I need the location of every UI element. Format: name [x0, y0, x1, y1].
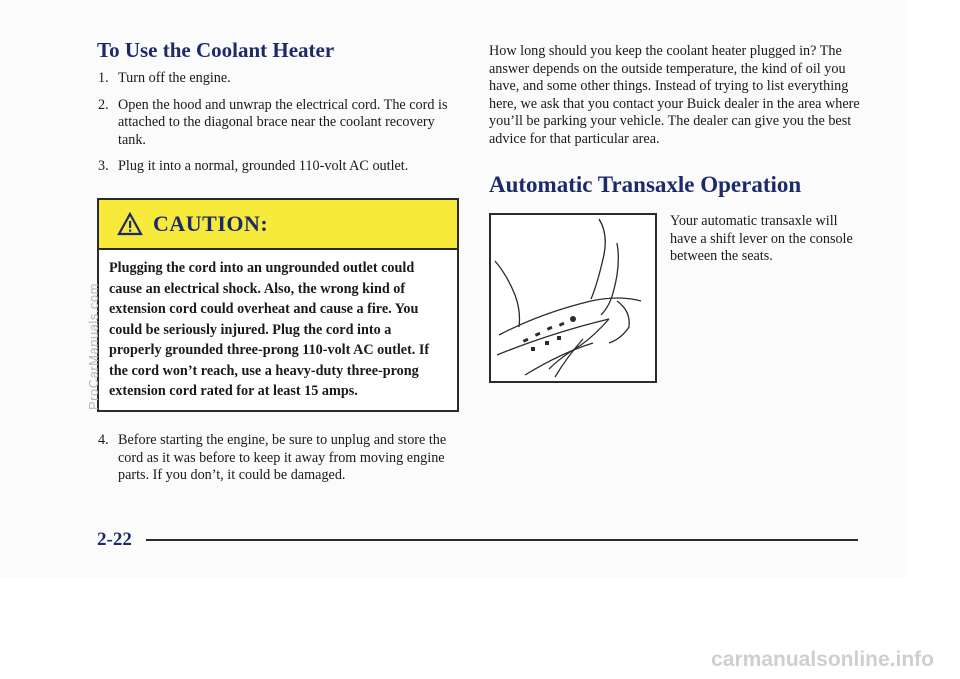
- shift-lever-illustration: [489, 213, 657, 383]
- warning-triangle-icon: [117, 212, 143, 236]
- step-1: [98, 70, 460, 88]
- footer-rule: [146, 539, 858, 541]
- coolant-steps-list: [98, 70, 460, 185]
- step-text: Open the hood and unwrap the electrical cord. The cord is attached to the diagonal brace near the coolant recovery tank.: [118, 96, 448, 148]
- step-text: Before starting the engine, be sure to unplug and store the cord as it was before to keep it away from moving engine parts. If you don’t, it could be damaged.: [118, 432, 447, 483]
- step-2: [98, 97, 460, 150]
- step-number: 3.: [98, 158, 109, 174]
- step-3: [98, 158, 460, 176]
- transaxle-description: Your automatic transaxle will have a shift lever on the console between the seats.: [670, 213, 853, 264]
- caution-title: CAUTION:: [153, 211, 269, 236]
- step-number: 2.: [98, 96, 109, 113]
- watermark-left: ProCarManuals.com: [86, 283, 101, 410]
- coolant-heater-heading: To Use the Coolant Heater: [97, 38, 335, 62]
- caution-header: [99, 200, 457, 250]
- step-number: 4.: [98, 432, 109, 448]
- step-text: Plug it into a normal, grounded 110-volt AC outlet.: [118, 158, 409, 174]
- caution-box: [97, 198, 459, 412]
- shift-lever-drawing: [491, 215, 655, 381]
- step-text: Turn off the engine.: [118, 70, 231, 86]
- transaxle-heading: Automatic Transaxle Operation: [489, 172, 802, 197]
- step-number: 1.: [98, 70, 109, 86]
- coolant-heater-duration-paragraph: How long should you keep the coolant heater plugged in? The answer depends on the outside temperature, the kind of oil you have, and some other things. Instead of trying to list everything here, we ask that you contact your Buick dealer in the area where you’ll be parking your vehicle. The dealer can give you the best advice for that particular area.: [489, 43, 860, 147]
- watermark-bottom: carmanualsonline.info: [711, 648, 934, 671]
- caution-text: Plugging the cord into an ungrounded outlet could cause an electrical shock. Also, the wrong kind of extension cord could overheat and cause a fire. You could be seriously injured. Plug the cord into a properly grounded three-prong 110-volt AC outlet. If the cord won’t reach, use a heavy-duty three-prong extension cord rated for at least 15 amps.: [109, 260, 430, 399]
- page-number: 2-22: [97, 529, 132, 550]
- step-4: [98, 432, 460, 485]
